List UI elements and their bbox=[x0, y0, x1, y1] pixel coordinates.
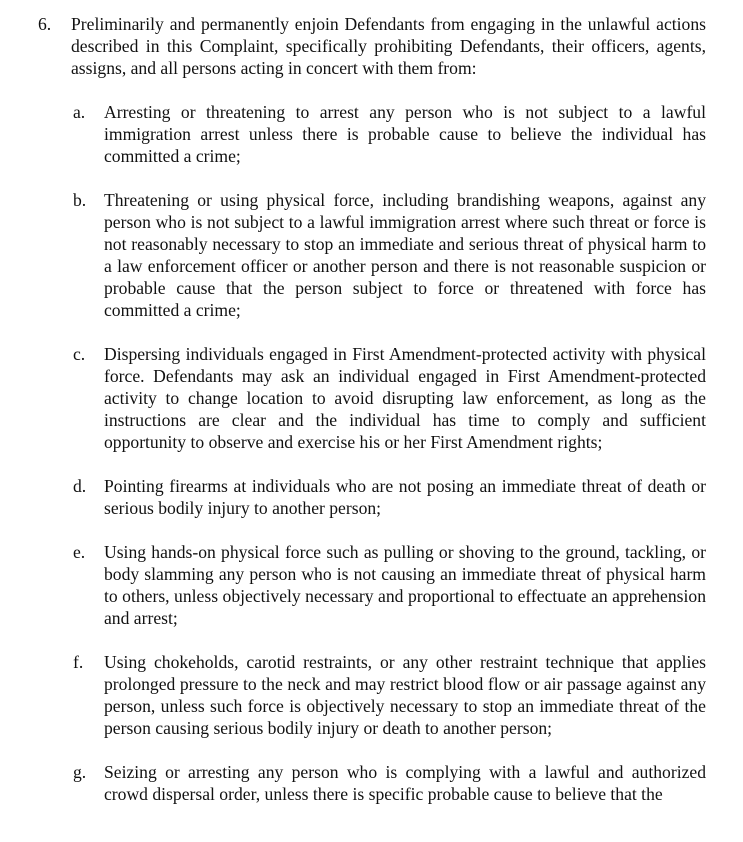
paragraph-6 bbox=[38, 13, 706, 805]
sub-item-text: Using chokeholds, carotid restraints, or any other restraint technique that applies prolonged pressure to the neck and may restrict blood flow or air passage against any person, unless such force is objectively necessary to stop an immediate threat of the person causing serious bodily injury or death to another person; bbox=[104, 652, 706, 738]
sub-item-letter: a. bbox=[73, 102, 86, 122]
sub-item-c bbox=[73, 343, 706, 453]
sub-item-letter: d. bbox=[73, 476, 87, 496]
sub-item-text: Arresting or threatening to arrest any person who is not subject to a lawful immigration arrest unless there is probable cause to believe the individual has committed a crime; bbox=[104, 102, 706, 166]
sub-item-letter: f. bbox=[73, 652, 84, 672]
sub-item-b bbox=[73, 189, 706, 321]
sub-item-letter: g. bbox=[73, 762, 87, 782]
sub-item-text: Seizing or arresting any person who is complying with a lawful and authorized crowd dispersal order, unless there is specific probable cause to believe that the bbox=[104, 762, 706, 804]
sub-item-g bbox=[73, 761, 706, 805]
sub-item-list bbox=[38, 101, 706, 805]
sub-item-text: Dispersing individuals engaged in First Amendment-protected activity with physical force. Defendants may ask an individual engaged in First Amendment-protected activity to change location to avoid disrupting law enforcement, as long as the instructions are clear and the individual has time to comply and sufficient opportunity to observe and exercise his or her First Amendment rights; bbox=[104, 344, 706, 452]
sub-item-text: Using hands-on physical force such as pulling or shoving to the ground, tackling, or body slamming any person who is not causing an immediate threat of physical harm to others, unless objectively necessary and proportional to effectuate an apprehension and arrest; bbox=[104, 542, 706, 628]
sub-item-letter: b. bbox=[73, 190, 87, 210]
paragraph-text: Preliminarily and permanently enjoin Defendants from engaging in the unlawful actions described in this Complaint, specifically prohibiting Defendants, their officers, agents, assigns, and all persons acting in concert with them from: bbox=[71, 14, 706, 78]
sub-item-d bbox=[73, 475, 706, 519]
paragraph-number: 6. bbox=[38, 14, 52, 34]
sub-item-e bbox=[73, 541, 706, 629]
sub-item-text: Threatening or using physical force, including brandishing weapons, against any person who is not subject to a lawful immigration arrest where such threat or force is not reasonably necessary to stop an immediate and serious threat of physical harm to a law enforcement officer or another person and there is not reasonable suspicion or probable cause that the person subject to force or threatened with force has committed a crime; bbox=[104, 190, 706, 320]
sub-item-text: Pointing firearms at individuals who are not posing an immediate threat of death or serious bodily injury to another person; bbox=[104, 476, 706, 518]
sub-item-letter: e. bbox=[73, 542, 86, 562]
sub-item-f bbox=[73, 651, 706, 739]
sub-item-a bbox=[73, 101, 706, 167]
sub-item-letter: c. bbox=[73, 344, 86, 364]
